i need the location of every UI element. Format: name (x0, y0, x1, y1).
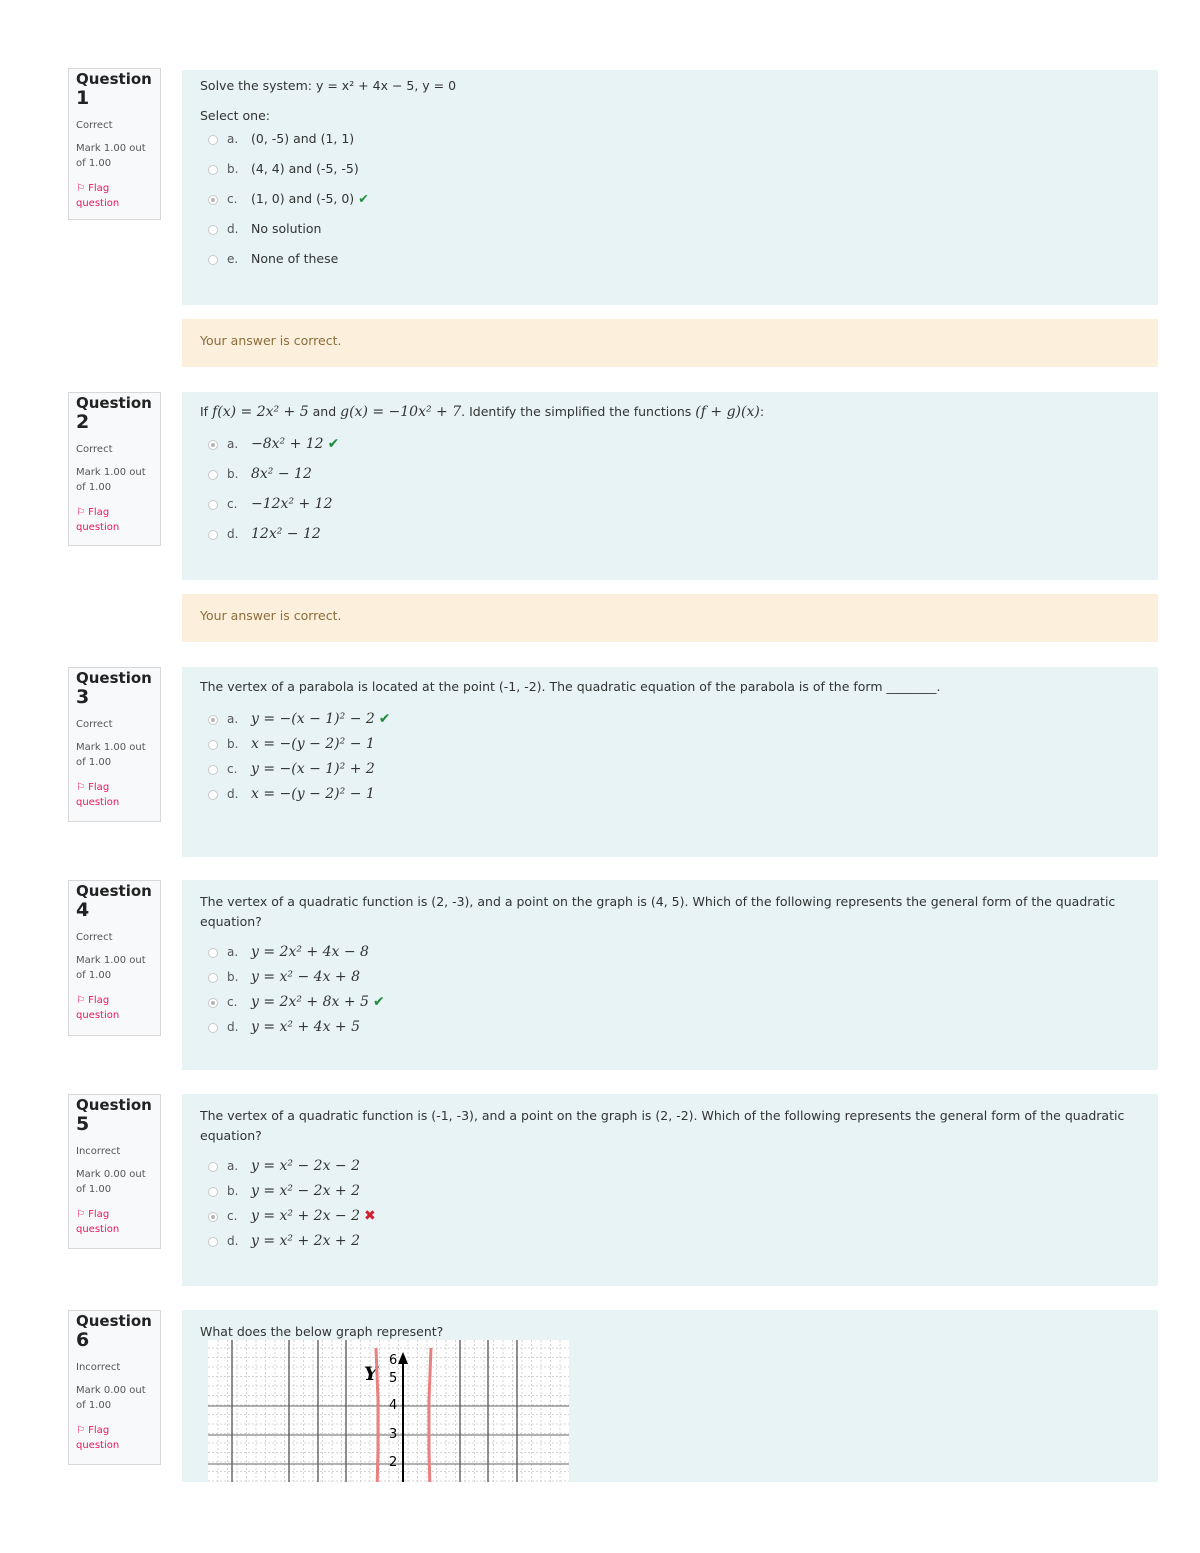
option-text: (0, -5) and (1, 1) (251, 131, 355, 146)
option-letter: d. (227, 1234, 239, 1248)
question-label: Question (76, 70, 152, 88)
option-letter: b. (227, 970, 239, 984)
radio-button-selected[interactable] (208, 715, 218, 725)
option-letter: a. (227, 1159, 239, 1173)
option-letter: d. (227, 787, 239, 801)
option-letter: d. (227, 1020, 239, 1034)
option-text-wrap (251, 436, 339, 452)
answer-option-c[interactable] (200, 191, 1140, 221)
option-letter: b. (227, 162, 239, 176)
answer-option-b[interactable] (200, 736, 1140, 761)
answer-option-b[interactable] (200, 969, 1140, 994)
answer-option-a[interactable] (200, 131, 1140, 161)
option-text: (1, 0) and (-5, 0) (251, 191, 355, 206)
flag-question-link[interactable] (76, 780, 153, 810)
flag-icon: ⚐ (76, 782, 89, 793)
answer-option-b[interactable] (200, 466, 1140, 496)
y-tick-label: 5 (389, 1371, 398, 1386)
option-text: y = x² − 2x − 2 (251, 1158, 361, 1174)
question-grade: Mark 1.00 out of 1.00 (76, 467, 146, 493)
question-info-2 (68, 392, 161, 546)
radio-button[interactable] (208, 500, 218, 510)
option-text-wrap (251, 711, 391, 727)
feedback-box: Your answer is correct. (182, 594, 1158, 642)
question-state: Correct (76, 444, 113, 455)
text-fragment: If (200, 404, 213, 419)
option-letter: e. (227, 252, 239, 266)
option-letter: a. (227, 945, 239, 959)
correct-check-icon: ✔ (372, 994, 385, 1010)
y-axis-label: Y (364, 1363, 378, 1385)
option-text: y = x² + 4x + 5 (251, 1019, 361, 1035)
question-info-6 (68, 1310, 161, 1465)
flag-label: Flag question (76, 1425, 120, 1451)
question-state: Incorrect (76, 1146, 121, 1157)
flag-question-link[interactable] (76, 1423, 153, 1453)
option-text: y = x² − 2x + 2 (251, 1183, 361, 1199)
question-content-5 (182, 1094, 1158, 1286)
option-text: None of these (251, 251, 339, 266)
question-grade: Mark 1.00 out of 1.00 (76, 143, 146, 169)
radio-button[interactable] (208, 740, 218, 750)
question-number: 5 (76, 1113, 90, 1135)
question-text: The vertex of a quadratic function is (-1, -3), and a point on the graph is (2, -2). Which of the following represents the general form of the quadratic equation? (200, 1108, 1125, 1143)
radio-button[interactable] (208, 470, 218, 480)
question-label: Question (76, 394, 152, 412)
correct-check-icon: ✔ (358, 191, 369, 206)
radio-button[interactable] (208, 1162, 218, 1172)
radio-button[interactable] (208, 225, 218, 235)
question-state: Incorrect (76, 1362, 121, 1373)
option-letter: c. (227, 995, 238, 1009)
flag-label: Flag question (76, 1209, 120, 1235)
radio-button[interactable] (208, 765, 218, 775)
answer-option-c[interactable] (200, 496, 1140, 526)
radio-button[interactable] (208, 530, 218, 540)
question-info-5 (68, 1094, 161, 1249)
question-text: What does the below graph represent? (200, 1324, 444, 1339)
radio-button-selected[interactable] (208, 998, 218, 1008)
correct-check-icon: ✔ (378, 711, 391, 727)
answer-option-c[interactable] (200, 994, 1140, 1019)
question-state: Correct (76, 120, 113, 131)
graph-image (208, 1340, 569, 1482)
question-number: 3 (76, 686, 90, 708)
option-letter: b. (227, 1184, 239, 1198)
radio-button[interactable] (208, 948, 218, 958)
question-state: Correct (76, 719, 113, 730)
text-fragment: . Identify the simplified the functions (461, 404, 696, 419)
flag-label: Flag question (76, 183, 120, 209)
y-axis-arrow (398, 1352, 408, 1364)
flag-label: Flag question (76, 507, 120, 533)
question-number: 1 (76, 87, 90, 109)
option-letter: c. (227, 497, 238, 511)
radio-button[interactable] (208, 973, 218, 983)
flag-label: Flag question (76, 782, 120, 808)
option-text: y = 2x² + 4x − 8 (251, 944, 369, 960)
question-number: 4 (76, 899, 90, 921)
answer-option-d[interactable] (200, 526, 1140, 556)
question-number: 6 (76, 1329, 90, 1351)
radio-button-selected[interactable] (208, 1212, 218, 1222)
answer-option-e[interactable] (200, 251, 1140, 281)
radio-button[interactable] (208, 135, 218, 145)
flag-label: Flag question (76, 995, 120, 1021)
question-label: Question (76, 1312, 152, 1330)
option-letter: a. (227, 132, 239, 146)
option-text: y = 2x² + 8x + 5 (251, 994, 369, 1010)
question-text (200, 402, 1140, 422)
radio-button-selected[interactable] (208, 195, 218, 205)
option-letter: b. (227, 467, 239, 481)
math-g: g(x) = −10x² + 7 (340, 404, 462, 420)
answer-option-a[interactable] (200, 1158, 1140, 1183)
radio-button[interactable] (208, 1237, 218, 1247)
option-letter: c. (227, 762, 238, 776)
math-fg: (f + g)(x) (695, 404, 760, 420)
answer-option-d[interactable] (200, 786, 1140, 811)
radio-button[interactable] (208, 1187, 218, 1197)
option-letter: c. (227, 192, 238, 206)
y-tick-label: 4 (389, 1398, 398, 1413)
question-content-1 (182, 70, 1158, 305)
option-letter: d. (227, 222, 239, 236)
question-info-4 (68, 880, 161, 1036)
option-text: y = x² + 2x − 2 (251, 1208, 361, 1224)
option-text: y = x² + 2x + 2 (251, 1233, 361, 1249)
option-text: y = x² − 4x + 8 (251, 969, 361, 985)
option-letter: c. (227, 1209, 238, 1223)
radio-button[interactable] (208, 165, 218, 175)
answer-option-d[interactable] (200, 221, 1140, 251)
option-text: x = −(y − 2)² − 1 (251, 786, 375, 802)
option-text: No solution (251, 221, 322, 236)
answer-option-d[interactable] (200, 1233, 1140, 1258)
option-letter: a. (227, 437, 239, 451)
question-label: Question (76, 1096, 152, 1114)
option-text-wrap (251, 1208, 376, 1224)
question-label: Question (76, 669, 152, 687)
radio-button[interactable] (208, 255, 218, 265)
answer-option-a[interactable] (200, 436, 1140, 466)
question-text: The vertex of a quadratic function is (2, -3), and a point on the graph is (4, 5). Which of the following represents the general form of the quadratic equation? (200, 894, 1116, 929)
radio-button[interactable] (208, 790, 218, 800)
answer-option-c[interactable] (200, 1208, 1140, 1233)
question-grade: Mark 0.00 out of 1.00 (76, 1169, 146, 1195)
flag-icon: ⚐ (76, 1209, 89, 1220)
y-tick-label: 6 (389, 1353, 398, 1368)
graph-svg (208, 1340, 569, 1482)
option-text: y = −(x − 1)² + 2 (251, 761, 375, 777)
math-f: f(x) = 2x² + 5 (212, 404, 309, 420)
option-text: (4, 4) and (-5, -5) (251, 161, 359, 176)
question-grade: Mark 0.00 out of 1.00 (76, 1385, 146, 1411)
answer-option-b[interactable] (200, 161, 1140, 191)
question-number: 2 (76, 411, 90, 433)
y-tick-label: 2 (389, 1455, 398, 1470)
curve-right-branch (429, 1348, 431, 1482)
flag-icon: ⚐ (76, 507, 89, 518)
y-tick-label: 3 (389, 1427, 398, 1442)
answer-option-c[interactable] (200, 761, 1140, 786)
answer-option-a[interactable] (200, 711, 1140, 736)
flag-question-link[interactable] (76, 1207, 153, 1237)
question-grade: Mark 1.00 out of 1.00 (76, 742, 146, 768)
radio-button[interactable] (208, 1023, 218, 1033)
option-text: −12x² + 12 (251, 496, 333, 512)
answer-option-a[interactable] (200, 944, 1140, 969)
question-label: Question (76, 882, 152, 900)
option-letter: b. (227, 737, 239, 751)
select-one-prompt: Select one: (200, 108, 271, 123)
flag-icon: ⚐ (76, 183, 89, 194)
question-content-3 (182, 667, 1158, 857)
question-state: Correct (76, 932, 113, 943)
question-info-1 (68, 68, 161, 220)
text-fragment: : (759, 404, 765, 419)
incorrect-cross-icon: ✖ (364, 1208, 376, 1224)
answer-option-b[interactable] (200, 1183, 1140, 1208)
answer-option-d[interactable] (200, 1019, 1140, 1044)
question-content-2 (182, 392, 1158, 580)
question-text: Solve the system: y = x² + 4x − 5, y = 0 (200, 78, 457, 93)
question-grade: Mark 1.00 out of 1.00 (76, 955, 146, 981)
flag-question-link[interactable] (76, 181, 153, 211)
correct-check-icon: ✔ (327, 436, 340, 452)
option-text-wrap (251, 994, 385, 1010)
radio-button-selected[interactable] (208, 440, 218, 450)
question-content-4 (182, 880, 1158, 1070)
option-text: 8x² − 12 (251, 466, 312, 482)
flag-icon: ⚐ (76, 995, 89, 1006)
question-content-6 (182, 1310, 1158, 1482)
question-text: The vertex of a parabola is located at the point (-1, -2). The quadratic equation of the parabola is of the form ________. (200, 679, 941, 694)
flag-question-link[interactable] (76, 505, 153, 535)
feedback-box: Your answer is correct. (182, 319, 1158, 367)
option-text: −8x² + 12 (251, 436, 324, 452)
option-text-wrap (251, 191, 369, 206)
option-text: x = −(y − 2)² − 1 (251, 736, 375, 752)
option-letter: a. (227, 712, 239, 726)
question-info-3 (68, 667, 161, 822)
option-letter: d. (227, 527, 239, 541)
option-text: y = −(x − 1)² − 2 (251, 711, 375, 727)
text-fragment: and (308, 404, 341, 419)
flag-question-link[interactable] (76, 993, 153, 1023)
flag-icon: ⚐ (76, 1425, 89, 1436)
option-text: 12x² − 12 (251, 526, 321, 542)
